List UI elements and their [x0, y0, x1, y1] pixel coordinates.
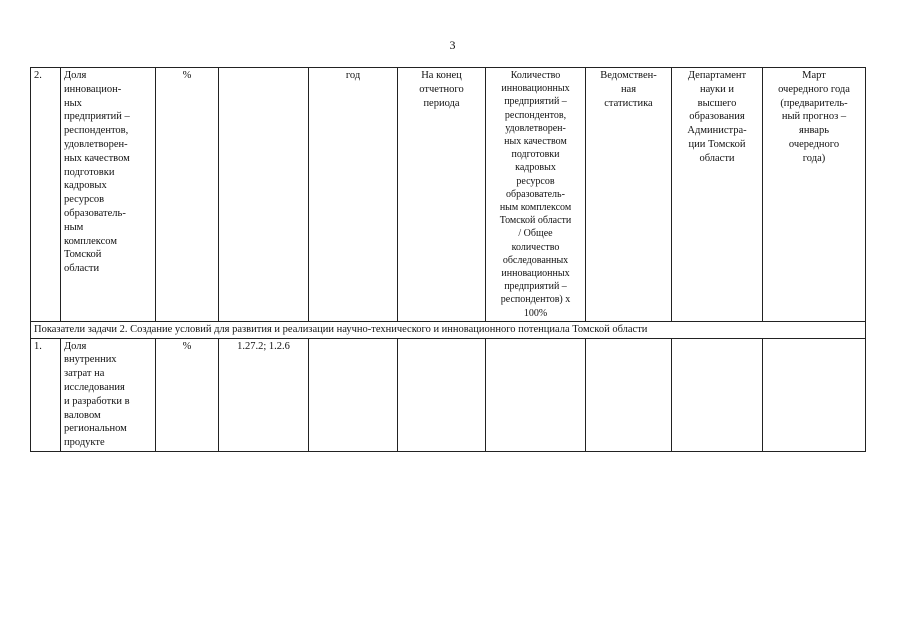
unit-cell: % — [156, 68, 219, 322]
indicator-name: Доля внутренних затрат на исследования и разработки в валовом региональном продукте — [61, 338, 156, 451]
unit-cell: % — [156, 338, 219, 451]
table-row — [31, 338, 866, 451]
responsible-cell: Департамент науки и высшего образования Администра- ции Томской области — [672, 68, 763, 322]
row-number: 1. — [31, 338, 61, 451]
page-number: 3 — [449, 38, 456, 52]
time-cell — [398, 338, 486, 451]
section-header: Показатели задачи 2. Создание условий для развития и реализации научно-технического и инновационного потенциала Томской области — [31, 321, 866, 338]
code-cell: 1.27.2; 1.2.6 — [219, 338, 309, 451]
table-row — [31, 68, 866, 322]
row-number: 2. — [31, 68, 61, 322]
time-cell: На конец отчетного периода — [398, 68, 486, 322]
periodicity-cell — [309, 338, 398, 451]
deadline-cell: Март очередного года (предваритель- ный прогноз – январь очередного года) — [763, 68, 866, 322]
code-cell — [219, 68, 309, 322]
source-cell — [586, 338, 672, 451]
section-row — [31, 321, 866, 338]
periodicity-cell: год — [309, 68, 398, 322]
deadline-cell — [763, 338, 866, 451]
formula-cell — [486, 338, 586, 451]
source-cell: Ведомствен- ная статистика — [586, 68, 672, 322]
formula-cell: Количество инновационных предприятий – респондентов, удовлетворен- ных качеством подготовки кадровых ресурсов образователь- ным комплексом Томской области / Общее количество обследованных инновационных предприятий – респондентов) х 100% — [486, 68, 586, 322]
responsible-cell — [672, 338, 763, 451]
indicator-name: Доля инновацион- ных предприятий – респондентов, удовлетворен- ных качеством подготовки кадровых ресурсов образователь- ным комплексом Томской области — [61, 68, 156, 322]
indicators-table — [30, 67, 866, 452]
